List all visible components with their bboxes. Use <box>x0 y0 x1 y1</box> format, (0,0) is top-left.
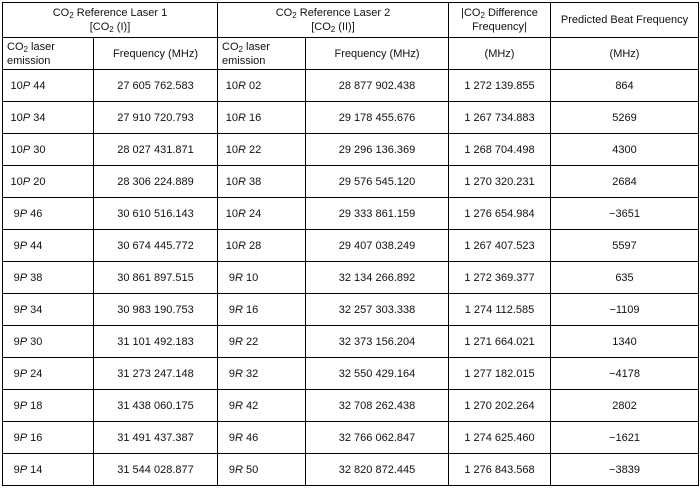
laser1-frequency-cell: 27 910 720.793 <box>94 102 218 134</box>
table-row <box>3 262 699 294</box>
laser2-frequency-cell: 28 877 902.438 <box>306 70 449 102</box>
laser1-emission-cell: 9P 44 <box>3 230 94 262</box>
table-row <box>3 134 699 166</box>
laser1-emission-cell: 10P 30 <box>3 134 94 166</box>
difference-frequency-cell: 1 272 139.855 <box>449 70 551 102</box>
table-row <box>3 198 699 230</box>
laser1-emission-cell: 10P 20 <box>3 166 94 198</box>
table-row <box>3 102 699 134</box>
laser1-emission-cell: 9P 24 <box>3 358 94 390</box>
laser-frequency-table <box>2 2 699 486</box>
header-frequency-2: Frequency (MHz) <box>306 38 449 70</box>
laser1-emission-cell: 9P 34 <box>3 294 94 326</box>
laser1-frequency-cell: 30 983 190.753 <box>94 294 218 326</box>
laser2-frequency-cell: 32 257 303.338 <box>306 294 449 326</box>
header-frequency-1: Frequency (MHz) <box>94 38 218 70</box>
laser1-frequency-cell: 31 101 492.183 <box>94 326 218 358</box>
laser1-frequency-cell: 30 610 516.143 <box>94 198 218 230</box>
laser1-frequency-cell: 31 273 247.148 <box>94 358 218 390</box>
difference-frequency-cell: 1 267 407.523 <box>449 230 551 262</box>
difference-frequency-cell: 1 276 654.984 <box>449 198 551 230</box>
header-row-1 <box>3 3 699 38</box>
laser1-frequency-cell: 30 674 445.772 <box>94 230 218 262</box>
beat-frequency-cell: 1340 <box>551 326 699 358</box>
beat-frequency-cell: 864 <box>551 70 699 102</box>
laser2-frequency-cell: 29 333 861.159 <box>306 198 449 230</box>
laser1-frequency-cell: 30 861 897.515 <box>94 262 218 294</box>
header-laser2: $CO_2$ Reference Laser 2 [$CO_2$ (II)] <box>218 3 449 38</box>
difference-frequency-cell: 1 268 704.498 <box>449 134 551 166</box>
laser2-emission-cell: 9R 46 <box>218 422 306 454</box>
table-row <box>3 390 699 422</box>
laser2-emission-cell: 9R 50 <box>218 454 306 486</box>
laser2-emission-cell: 10R 28 <box>218 230 306 262</box>
laser1-emission-cell: 9P 18 <box>3 390 94 422</box>
header-beat: Predicted Beat Frequency <box>551 3 699 38</box>
difference-frequency-cell: 1 267 734.883 <box>449 102 551 134</box>
header-laser1: $CO_2$ Reference Laser 1 [$CO_2$ (I)] <box>3 3 218 38</box>
table-row <box>3 166 699 198</box>
laser1-emission-cell: 9P 30 <box>3 326 94 358</box>
laser1-frequency-cell: 27 605 762.583 <box>94 70 218 102</box>
laser2-frequency-cell: 32 766 062.847 <box>306 422 449 454</box>
laser2-frequency-cell: 29 296 136.369 <box>306 134 449 166</box>
laser1-emission-cell: 10P 44 <box>3 70 94 102</box>
beat-frequency-cell: 5269 <box>551 102 699 134</box>
beat-frequency-cell: −1621 <box>551 422 699 454</box>
laser2-emission-cell: 9R 10 <box>218 262 306 294</box>
difference-frequency-cell: 1 270 202.264 <box>449 390 551 422</box>
laser1-frequency-cell: 28 306 224.889 <box>94 166 218 198</box>
table-row <box>3 230 699 262</box>
laser2-emission-cell: 9R 42 <box>218 390 306 422</box>
laser1-emission-cell: 9P 38 <box>3 262 94 294</box>
laser1-emission-cell: 9P 46 <box>3 198 94 230</box>
laser1-emission-cell: 9P 14 <box>3 454 94 486</box>
laser2-emission-cell: 10R 38 <box>218 166 306 198</box>
laser2-emission-cell: 9R 16 <box>218 294 306 326</box>
header-emission-2: $CO_2$ laser emission <box>218 38 306 70</box>
beat-frequency-cell: −3651 <box>551 198 699 230</box>
laser2-emission-cell: 9R 22 <box>218 326 306 358</box>
difference-frequency-cell: 1 271 664.021 <box>449 326 551 358</box>
header-emission-1: $CO_2$ laser emission <box>3 38 94 70</box>
laser1-emission-cell: 9P 16 <box>3 422 94 454</box>
laser1-frequency-cell: 31 438 060.175 <box>94 390 218 422</box>
header-beat-unit: (MHz) <box>551 38 699 70</box>
table-row <box>3 326 699 358</box>
laser1-emission-cell: 10P 34 <box>3 102 94 134</box>
beat-frequency-cell: 635 <box>551 262 699 294</box>
laser2-frequency-cell: 32 708 262.438 <box>306 390 449 422</box>
laser2-frequency-cell: 29 407 038.249 <box>306 230 449 262</box>
difference-frequency-cell: 1 274 112.585 <box>449 294 551 326</box>
laser1-frequency-cell: 31 544 028.877 <box>94 454 218 486</box>
header-row-2 <box>3 38 699 70</box>
difference-frequency-cell: 1 274 625.460 <box>449 422 551 454</box>
difference-frequency-cell: 1 277 182.015 <box>449 358 551 390</box>
laser1-frequency-cell: 28 027 431.871 <box>94 134 218 166</box>
beat-frequency-cell: −1109 <box>551 294 699 326</box>
laser2-emission-cell: 10R 24 <box>218 198 306 230</box>
beat-frequency-cell: −3839 <box>551 454 699 486</box>
difference-frequency-cell: 1 272 369.377 <box>449 262 551 294</box>
table-row <box>3 70 699 102</box>
header-difference-unit: (MHz) <box>449 38 551 70</box>
difference-frequency-cell: 1 276 843.568 <box>449 454 551 486</box>
laser2-emission-cell: 10R 16 <box>218 102 306 134</box>
laser2-frequency-cell: 32 373 156.204 <box>306 326 449 358</box>
laser2-frequency-cell: 32 820 872.445 <box>306 454 449 486</box>
beat-frequency-cell: 5597 <box>551 230 699 262</box>
difference-frequency-cell: 1 270 320.231 <box>449 166 551 198</box>
laser2-frequency-cell: 29 178 455.676 <box>306 102 449 134</box>
laser2-emission-cell: 10R 02 <box>218 70 306 102</box>
laser2-emission-cell: 10R 22 <box>218 134 306 166</box>
beat-frequency-cell: 4300 <box>551 134 699 166</box>
laser2-frequency-cell: 29 576 545.120 <box>306 166 449 198</box>
laser1-frequency-cell: 31 491 437.387 <box>94 422 218 454</box>
beat-frequency-cell: −4178 <box>551 358 699 390</box>
table-row <box>3 422 699 454</box>
laser2-emission-cell: 9R 32 <box>218 358 306 390</box>
laser2-frequency-cell: 32 550 429.164 <box>306 358 449 390</box>
table-row <box>3 294 699 326</box>
header-difference: $|CO_2$ Difference Frequency| <box>449 3 551 38</box>
table-container <box>2 2 699 486</box>
table-row <box>3 454 699 486</box>
beat-frequency-cell: 2802 <box>551 390 699 422</box>
laser2-frequency-cell: 32 134 266.892 <box>306 262 449 294</box>
table-row <box>3 358 699 390</box>
beat-frequency-cell: 2684 <box>551 166 699 198</box>
